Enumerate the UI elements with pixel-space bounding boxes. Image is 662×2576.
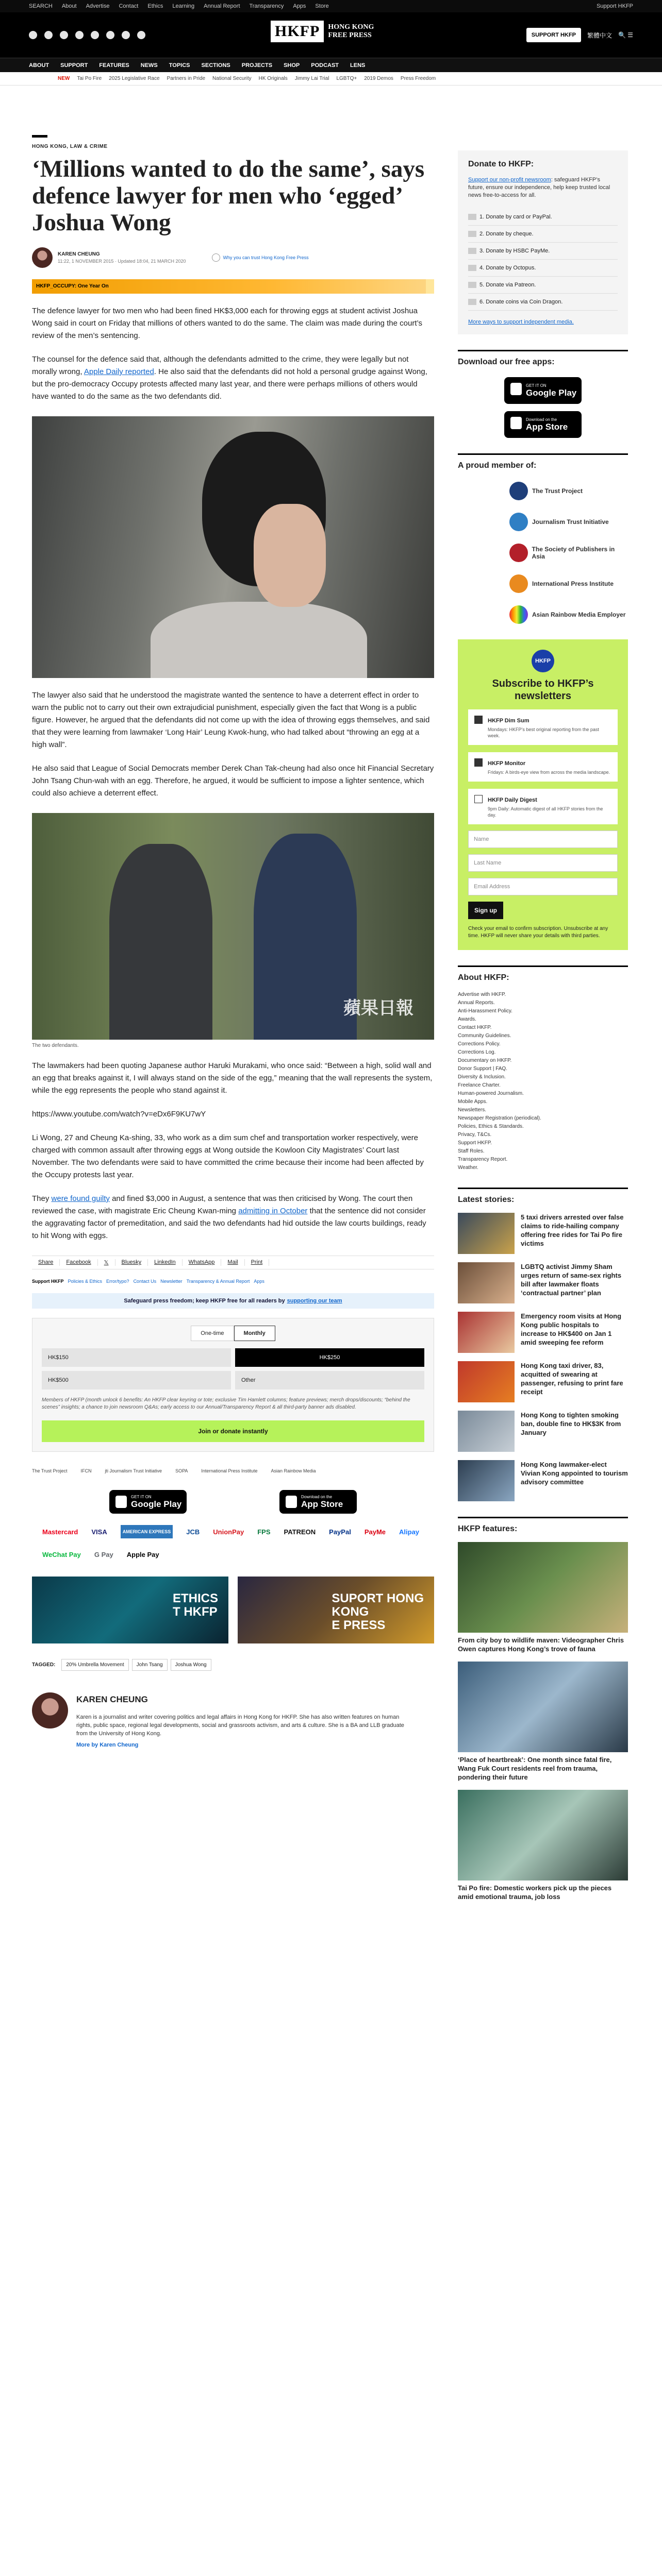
story-item[interactable] bbox=[458, 1361, 628, 1402]
google-play-icon bbox=[510, 383, 522, 395]
trending-item[interactable]: Tai Po Fire bbox=[77, 76, 102, 81]
about-link[interactable]: Newsletters. bbox=[458, 1107, 487, 1113]
feature-title: ‘Place of heartbreak’: One month since fatal fire, Wang Fuk Court residents reel from trauma, pondering their future bbox=[458, 1756, 612, 1781]
paragraph bbox=[32, 1193, 434, 1242]
rainbow-media-logo[interactable] bbox=[509, 605, 625, 624]
member-logo[interactable]: Asian Rainbow Media bbox=[271, 1468, 316, 1473]
author-box bbox=[32, 1692, 434, 1748]
share-bar bbox=[32, 1256, 434, 1269]
banner-end bbox=[426, 279, 434, 294]
nav-shop[interactable]: SHOP bbox=[284, 62, 300, 69]
support-hkfp-button[interactable]: SUPPORT HKFP bbox=[526, 28, 581, 42]
donate-method-label: 3. Donate by HSBC PayMe. bbox=[479, 248, 550, 254]
membership-logos bbox=[32, 1465, 434, 1477]
share-x[interactable]: 𝕏 bbox=[98, 1259, 115, 1266]
tab-one-time[interactable]: One-time bbox=[191, 1326, 234, 1341]
option-title: HKFP Dim Sum bbox=[488, 718, 529, 724]
member-name: The Society of Publishers in Asia bbox=[532, 546, 615, 560]
donate-method-label: 6. Donate coins via Coin Dragon. bbox=[479, 299, 563, 305]
policy-link[interactable]: Newsletter bbox=[160, 1279, 183, 1284]
option-desc: 9pm Daily: Automatic digest of all HKFP stories from the day. bbox=[488, 806, 603, 818]
ethics-promo[interactable] bbox=[32, 1577, 228, 1643]
trending-item[interactable]: Partners in Pride bbox=[167, 76, 206, 81]
about-link[interactable]: Support HKFP. bbox=[458, 1140, 492, 1146]
unionpay-logo: UnionPay bbox=[213, 1528, 244, 1536]
option-desc: Fridays: A birds-eye view from across the media landscape. bbox=[488, 770, 610, 775]
instagram-icon[interactable] bbox=[60, 31, 68, 39]
about-link[interactable]: Contact HKFP. bbox=[458, 1025, 492, 1030]
newsletter-heading: Subscribe to HKFP’s newsletters bbox=[492, 678, 594, 702]
trending-item[interactable]: LGBTQ+ bbox=[336, 76, 357, 81]
feature-title: Tai Po fire: Domestic workers pick up the pieces amid emotional trauma, job loss bbox=[458, 1884, 612, 1901]
apple-icon bbox=[286, 1496, 297, 1508]
amount-option[interactable]: HK$150 bbox=[42, 1348, 231, 1367]
topbar-learning[interactable]: Learning bbox=[172, 3, 195, 9]
paypal-logo: PayPal bbox=[329, 1528, 351, 1536]
paragraph bbox=[32, 353, 434, 403]
email-field[interactable]: Email Address bbox=[468, 878, 618, 895]
patreon-logo: PATREON bbox=[284, 1528, 316, 1536]
author-avatar[interactable] bbox=[32, 247, 53, 268]
about-link[interactable]: Freelance Charter. bbox=[458, 1082, 501, 1088]
series-banner[interactable] bbox=[32, 279, 434, 294]
story-thumbnail bbox=[458, 1411, 515, 1452]
card-icon bbox=[468, 214, 476, 220]
share-whatsapp[interactable]: WhatsApp bbox=[183, 1259, 222, 1266]
newsletter-option[interactable] bbox=[468, 752, 618, 782]
donate-method[interactable] bbox=[468, 294, 618, 311]
story-thumbnail bbox=[458, 1460, 515, 1501]
search-menu-icons[interactable]: 🔍 ☰ bbox=[618, 31, 633, 39]
about-link[interactable]: Anti-Harassment Policy. bbox=[458, 1008, 512, 1014]
tag[interactable]: Joshua Wong bbox=[171, 1659, 211, 1671]
donate-panel bbox=[458, 150, 628, 334]
site-logo[interactable] bbox=[271, 21, 374, 42]
support-link[interactable]: Support HKFP bbox=[32, 1279, 64, 1284]
payment-methods bbox=[32, 1525, 434, 1561]
sidebar-app-stores bbox=[458, 377, 628, 438]
author-box-avatar[interactable] bbox=[32, 1692, 68, 1728]
trust-text: Why you can trust Hong Kong Free Press bbox=[223, 255, 309, 260]
feature-title: From city boy to wildlife maven: Videographer Chris Owen captures Hong Kong’s trove of fauna bbox=[458, 1636, 624, 1653]
apps-heading: Download our free apps: bbox=[458, 350, 628, 367]
newsletter-box bbox=[458, 639, 628, 950]
logo-mark: HKFP bbox=[271, 21, 324, 42]
story-thumbnail bbox=[458, 1312, 515, 1353]
policy-link[interactable]: Policies & Ethics bbox=[68, 1279, 103, 1284]
share-bluesky[interactable]: Bluesky bbox=[115, 1259, 148, 1266]
story-item[interactable] bbox=[458, 1262, 628, 1303]
share-mail[interactable]: Mail bbox=[221, 1259, 244, 1266]
store-small: GET IT ON bbox=[526, 383, 547, 388]
donate-method-label: 4. Donate by Octopus. bbox=[479, 265, 536, 271]
wechat-pay-logo: WeChat Pay bbox=[42, 1550, 81, 1558]
feature-thumbnail bbox=[458, 1662, 628, 1752]
trust-project-logo[interactable] bbox=[509, 482, 583, 500]
nav-features[interactable]: FEATURES bbox=[99, 62, 129, 69]
donate-method[interactable] bbox=[468, 243, 618, 260]
story-thumbnail bbox=[458, 1361, 515, 1402]
share-label[interactable]: Share bbox=[32, 1259, 60, 1266]
trending-item[interactable]: 2019 Demos bbox=[364, 76, 393, 81]
sidebar-google-play-button[interactable] bbox=[504, 377, 582, 404]
trust-link[interactable] bbox=[212, 253, 309, 262]
site-header bbox=[0, 12, 662, 58]
updated-text: Updated 18:04, 21 MARCH 2020 bbox=[118, 259, 186, 264]
main-navigation bbox=[0, 58, 662, 72]
about-link[interactable]: Community Guidelines. bbox=[458, 1033, 511, 1039]
about-link[interactable]: Advertise with HKFP. bbox=[458, 992, 506, 997]
rainbow-icon bbox=[509, 605, 528, 624]
newsletter-option[interactable] bbox=[468, 709, 618, 745]
hkfp-badge-icon: HKFP bbox=[532, 650, 554, 672]
tags-label: TAGGED: bbox=[32, 1662, 56, 1668]
story-item[interactable] bbox=[458, 1411, 628, 1452]
policy-link[interactable]: Transparency & Annual Report bbox=[186, 1279, 250, 1284]
banner-text: HKFP_OCCUPY: One Year On bbox=[36, 283, 109, 289]
tab-monthly[interactable]: Monthly bbox=[234, 1326, 275, 1341]
story-thumbnail bbox=[458, 1213, 515, 1254]
about-link[interactable]: Awards. bbox=[458, 1016, 476, 1022]
join-donate-button[interactable]: Join or donate instantly bbox=[42, 1420, 424, 1442]
feature-thumbnail bbox=[458, 1790, 628, 1880]
feature-thumbnail bbox=[458, 1542, 628, 1633]
newsletter-option[interactable] bbox=[468, 789, 618, 824]
mastercard-logo: Mastercard bbox=[42, 1528, 78, 1536]
jti-icon bbox=[509, 513, 528, 531]
about-link[interactable]: Donor Support | FAQ. bbox=[458, 1066, 507, 1072]
patreon-icon bbox=[468, 282, 476, 288]
paragraph: The lawmakers had been quoting Japanese author Haruki Murakami, who once said: “Between a high, solid wall and an egg that breaks against it, I will always stand on the side of the egg,” meaning that the wall represents the system, while the egg represents the people who stand against it. bbox=[32, 1061, 433, 1095]
last-name-field[interactable]: Last Name bbox=[468, 854, 618, 872]
story-title: 5 taxi drivers arrested over false claims to ride-hailing company offering free rides for Tai Po fire victims bbox=[521, 1213, 624, 1247]
app-store-row bbox=[32, 1490, 434, 1514]
promo-title: ETHICS T HKFP bbox=[172, 1591, 218, 1619]
coin-icon bbox=[468, 299, 476, 305]
admitting-link[interactable]: admitting in October bbox=[238, 1207, 308, 1215]
member-list bbox=[458, 482, 628, 624]
jcb-logo: JCB bbox=[186, 1528, 200, 1536]
about-link[interactable]: Policies, Ethics & Standards. bbox=[458, 1124, 524, 1129]
apple-daily-link[interactable]: Apple Daily reported bbox=[84, 367, 154, 376]
story-title: Hong Kong lawmaker-elect Vivian Kong appointed to tourism advisory committee bbox=[521, 1461, 628, 1486]
payme-icon bbox=[468, 248, 476, 254]
ipi-logo[interactable] bbox=[509, 574, 614, 593]
google-play-icon bbox=[115, 1496, 127, 1508]
member-logo[interactable]: IFCN bbox=[80, 1468, 92, 1473]
apple-pay-logo: Apple Pay bbox=[126, 1550, 159, 1558]
rss-icon[interactable] bbox=[137, 31, 145, 39]
fps-logo: FPS bbox=[257, 1528, 271, 1536]
donate-method[interactable] bbox=[468, 209, 618, 226]
member-logo[interactable]: International Press Institute bbox=[201, 1468, 258, 1473]
donate-heading: Donate to HKFP: bbox=[468, 160, 534, 168]
donate-method-label: 1. Donate by card or PayPal. bbox=[479, 214, 552, 220]
member-name: The Trust Project bbox=[532, 487, 583, 495]
checkbox-checked[interactable] bbox=[474, 716, 483, 724]
trending-item[interactable]: HK Originals bbox=[258, 76, 288, 81]
nav-lens[interactable]: LENS bbox=[350, 62, 366, 69]
google-pay-logo: G Pay bbox=[94, 1550, 113, 1558]
donate-method-label: 2. Donate by cheque. bbox=[479, 231, 534, 237]
store-small: Download on the bbox=[526, 417, 557, 422]
checkbox-checked[interactable] bbox=[474, 758, 483, 767]
option-title: HKFP Daily Digest bbox=[488, 797, 537, 803]
sidebar bbox=[458, 150, 628, 1901]
member-logo[interactable]: SOPA bbox=[175, 1468, 188, 1473]
donate-method[interactable] bbox=[468, 226, 618, 243]
sidebar-app-store-button[interactable] bbox=[504, 411, 582, 438]
policy-links bbox=[32, 1279, 434, 1284]
amex-logo: AMERICAN EXPRESS bbox=[121, 1525, 173, 1538]
article-category[interactable]: HONG KONG, LAW & CRIME bbox=[32, 144, 108, 149]
safeguard-text: Safeguard press freedom; keep HKFP free for all readers by bbox=[124, 1298, 285, 1304]
byline bbox=[32, 247, 434, 268]
donation-widget bbox=[32, 1318, 434, 1452]
story-title: Hong Kong to tighten smoking ban, double fine to HK$3K from January bbox=[521, 1411, 621, 1436]
article bbox=[32, 135, 434, 1748]
feature-item[interactable] bbox=[458, 1542, 628, 1653]
youtube-url[interactable]: https://www.youtube.com/watch?v=eDx6F9KU7wY bbox=[32, 1110, 206, 1118]
topbar-about[interactable]: About bbox=[61, 3, 77, 9]
tag[interactable]: John Tsang bbox=[132, 1659, 168, 1671]
checkbox[interactable] bbox=[474, 795, 483, 803]
amount-option[interactable]: Other bbox=[235, 1371, 424, 1389]
trending-item[interactable]: National Security bbox=[212, 76, 252, 81]
paragraph: The lawyer also said that he understood the magistrate wanted the sentence to have a deterrent effect in order to warn the public not to carry out their own extrajudicial punishment, especially given the fact that Wong is a public figure. However, he argued that the defendants did not come up with the idea of throwing eggs themselves, and said that they were learning from lawmaker ‘Long Hair’ Leung Kwok-hung, who had talked about “throwing an egg at a high wall”. bbox=[32, 691, 430, 749]
sign-up-button[interactable]: Sign up bbox=[468, 902, 503, 919]
about-link[interactable]: Weather. bbox=[458, 1165, 478, 1171]
about-link[interactable]: Corrections Policy. bbox=[458, 1041, 501, 1047]
youtube-icon[interactable] bbox=[91, 31, 99, 39]
store-small: GET IT ON bbox=[131, 1494, 152, 1499]
about-link[interactable]: Documentary on HKFP. bbox=[458, 1058, 512, 1063]
topbar-contact[interactable]: Contact bbox=[119, 3, 139, 9]
about-link[interactable]: Transparency Report. bbox=[458, 1157, 508, 1162]
top-utility-bar bbox=[0, 0, 662, 12]
topbar-transparency[interactable]: Transparency bbox=[249, 3, 284, 9]
tag-list bbox=[32, 1659, 434, 1671]
amount-option-selected[interactable]: HK$250 bbox=[235, 1348, 424, 1367]
story-item[interactable] bbox=[458, 1312, 628, 1353]
trending-bar bbox=[0, 72, 662, 86]
article-title: ‘Millions wanted to do the same’, says defence lawyer for men who ‘egged’ Joshua Wong bbox=[32, 156, 425, 236]
defendants-photo bbox=[32, 813, 434, 1040]
paragraph-text: and fined $3,000 in August, a sentence that was then criticised by Wong. The court then reviewed the case, with magistrate Eric Cheung Kwan-ming bbox=[32, 1194, 413, 1215]
store-name: Google Play bbox=[131, 1499, 182, 1509]
paragraph-text: . He also said that the defendants did not hold a personal grudge against Wong, but the pro-democracy Occupy protests affected many last year, and there were perhaps millions of others would have wanted to do the same as the two defendants did. bbox=[32, 367, 427, 401]
paragraph: He also said that League of Social Democrats member Derek Chan Tak-cheung had also once hit Financial Secretary John Tsang Chun-wah with an egg. Therefore, he argued, it would be sufficient to impose a lighter sentence, which could also achieve a deterrent effect. bbox=[32, 764, 434, 798]
visa-logo: VISA bbox=[91, 1528, 107, 1536]
feature-item[interactable] bbox=[458, 1790, 628, 1901]
share-linkedin[interactable]: LinkedIn bbox=[148, 1259, 183, 1266]
story-thumbnail bbox=[458, 1262, 515, 1303]
date-text: 11:22, 1 NOVEMBER 2015 bbox=[58, 259, 114, 264]
donate-method[interactable] bbox=[468, 277, 618, 294]
title-rule bbox=[32, 135, 47, 138]
share-print[interactable]: Print bbox=[245, 1259, 270, 1266]
latest-stories bbox=[458, 1213, 628, 1501]
topbar-search[interactable]: SEARCH bbox=[29, 3, 53, 9]
trending-item[interactable]: Jimmy Lai Trial bbox=[294, 76, 329, 81]
member-name: Journalism Trust Initiative bbox=[532, 518, 609, 526]
safeguard-strip bbox=[32, 1293, 434, 1309]
option-title: HKFP Monitor bbox=[488, 760, 526, 767]
promo-title: SUPORT HONG KONG E PRESS bbox=[332, 1591, 424, 1632]
topbar-ethics[interactable]: Ethics bbox=[147, 3, 163, 9]
member-logo[interactable]: jti Journalism Trust Initiative bbox=[105, 1468, 162, 1473]
features-heading: HKFP features: bbox=[458, 1517, 628, 1534]
topbar-advertise[interactable]: Advertise bbox=[86, 3, 110, 9]
facebook-icon[interactable] bbox=[29, 31, 37, 39]
donate-intro bbox=[468, 176, 618, 199]
about-link[interactable]: Annual Reports. bbox=[458, 1000, 495, 1006]
found-guilty-link[interactable]: were found guilty bbox=[51, 1194, 110, 1203]
paragraph: Li Wong, 27 and Cheung Ka-shing, 33, who work as a dim sum chef and transportation worker respectively, were charged with common assault after throwing eggs at Wong outside the Kowloon City Magistrates’ Court last November. The two defendants were said to have committed the crime because their income had been affected by the Occupy protests last year. bbox=[32, 1133, 424, 1179]
nav-sections[interactable]: SECTIONS bbox=[201, 62, 230, 69]
option-desc: Mondays: HKFP’s best original reporting from the past week. bbox=[488, 727, 599, 738]
donate-method-label: 5. Donate via Patreon. bbox=[479, 282, 536, 288]
trust-project-icon bbox=[509, 482, 528, 500]
topbar-apps[interactable]: Apps bbox=[293, 3, 306, 9]
nav-about[interactable]: ABOUT bbox=[29, 62, 49, 69]
author-box-name[interactable]: KAREN CHEUNG bbox=[76, 1694, 148, 1704]
paragraph-text: They bbox=[32, 1194, 52, 1203]
story-title: LGBTQ activist Jimmy Sham urges return of same-sex rights bill after lawmaker floats ‘contractual partner’ plan bbox=[521, 1263, 622, 1297]
nav-podcast[interactable]: PODCAST bbox=[311, 62, 339, 69]
donate-methods bbox=[468, 209, 618, 311]
author-bio: Karen is a journalist and writer covering politics and legal affairs in Hong Kong for HKFP. She has also written features on human rights, public space, regional legal developments, social and grassroots activism, and arts & culture. She is a BA and LLB graduate from the University of Hong Kong. bbox=[76, 1714, 404, 1737]
story-title: Hong Kong taxi driver, 83, acquitted of swearing at passenger, refusing to print fare receipt bbox=[521, 1362, 623, 1396]
paragraph-text: The counsel for the defence said that, although the defendants admitted to the crime, they were legally but not morally wrong, bbox=[32, 355, 409, 376]
jti-logo[interactable] bbox=[509, 513, 609, 531]
x-icon[interactable] bbox=[44, 31, 53, 39]
share-facebook[interactable]: Facebook bbox=[60, 1259, 97, 1266]
photo-watermark: 蘋果日報 bbox=[343, 998, 413, 1018]
author-name[interactable]: KAREN CHEUNG bbox=[58, 251, 100, 257]
story-title: Emergency room visits at Hong Kong public hospitals to increase to HK$400 on Jan 1 amid sweeping fee reform bbox=[521, 1312, 622, 1346]
about-link[interactable]: Diversity & Inclusion. bbox=[458, 1074, 506, 1080]
nav-news[interactable]: NEWS bbox=[140, 62, 158, 69]
ipi-icon bbox=[509, 574, 528, 593]
member-name: Asian Rainbow Media Employer bbox=[532, 611, 626, 618]
about-link[interactable]: Human-powered Journalism. bbox=[458, 1091, 524, 1096]
donate-intro-text: : safeguard HKFP’s future, ensure our independence, help keep trusted local news free-to-access for all. bbox=[468, 177, 610, 198]
about-link[interactable]: Mobile Apps. bbox=[458, 1099, 488, 1105]
donate-method[interactable] bbox=[468, 260, 618, 277]
sopa-icon bbox=[509, 544, 528, 562]
logo-line-2: FREE PRESS bbox=[328, 31, 372, 39]
paragraph: The defence lawyer for two men who had been fined HK$3,000 each for throwing eggs at student activist Joshua Wong said in court on Friday that millions of others wanted to do the same. The claim was made during the court’s review of the men’s sentencing. bbox=[32, 307, 423, 340]
threads-icon[interactable] bbox=[75, 31, 84, 39]
nav-topics[interactable]: TOPICS bbox=[169, 62, 190, 69]
store-small: Download on the bbox=[301, 1494, 333, 1499]
language-switch[interactable]: 繁體中文 bbox=[587, 31, 612, 39]
logo-text bbox=[328, 23, 374, 40]
member-name: International Press Institute bbox=[532, 580, 614, 587]
about-link[interactable]: Staff Roles. bbox=[458, 1148, 485, 1154]
logo-line-1: HONG KONG bbox=[328, 23, 374, 31]
sopa-logo[interactable] bbox=[509, 544, 628, 562]
store-name: App Store bbox=[526, 421, 568, 432]
cheque-icon bbox=[468, 231, 476, 237]
nav-support[interactable]: SUPPORT bbox=[60, 62, 88, 69]
amount-option[interactable]: HK$500 bbox=[42, 1371, 231, 1389]
policy-link[interactable]: Error/typo? bbox=[106, 1279, 129, 1284]
about-link[interactable]: Privacy, T&Cs. bbox=[458, 1132, 492, 1138]
latest-heading: Latest stories: bbox=[458, 1188, 628, 1205]
policy-link[interactable]: Contact Us bbox=[133, 1279, 157, 1284]
topbar-support[interactable]: Support HKFP bbox=[597, 3, 633, 9]
joshua-wong-photo bbox=[32, 416, 434, 678]
about-heading: About HKFP: bbox=[458, 965, 628, 982]
feature-item[interactable] bbox=[458, 1662, 628, 1782]
story-item[interactable] bbox=[458, 1213, 628, 1254]
google-play-button[interactable] bbox=[109, 1490, 187, 1514]
octopus-icon bbox=[468, 265, 476, 271]
newsletter-footnote: Check your email to confirm subscription. Unsubscribe at any time. HKFP will never share your details with third parties. bbox=[468, 926, 608, 939]
payme-logo: PayMe bbox=[364, 1528, 386, 1536]
about-list bbox=[458, 991, 628, 1172]
more-by-author-link[interactable]: More by Karen Cheung bbox=[76, 1742, 139, 1748]
bluesky-icon[interactable] bbox=[122, 31, 130, 39]
topbar-annual-report[interactable]: Annual Report bbox=[204, 3, 240, 9]
app-store-button[interactable] bbox=[279, 1490, 357, 1514]
publish-date: 11:22, 1 NOVEMBER 2015 · Updated 18:04, 21 MARCH 2020 bbox=[58, 259, 186, 264]
trending-item[interactable]: Press Freedom bbox=[400, 76, 436, 81]
about-link[interactable]: Newspaper Registration (periodical). bbox=[458, 1115, 541, 1121]
promo-banners bbox=[32, 1577, 434, 1643]
support-promo[interactable] bbox=[238, 1577, 434, 1643]
apple-icon bbox=[510, 417, 522, 429]
social-links bbox=[29, 31, 145, 39]
more-ways-link[interactable]: More ways to support independent media. bbox=[468, 319, 574, 325]
tag[interactable]: 20% Umbrella Movement bbox=[61, 1659, 128, 1671]
story-item[interactable] bbox=[458, 1460, 628, 1501]
about-link[interactable]: Corrections Log. bbox=[458, 1049, 496, 1055]
policy-link[interactable]: Apps bbox=[254, 1279, 264, 1284]
member-heading: A proud member of: bbox=[458, 453, 628, 470]
membership-note: Members of HKFP (month unlock 6 benefits: An HKFP clear keyring or tote; exclusive Tim Hamlett columns; feature previews; merch drops/discounts; “behind the scenes” insights; a chance to join newsroom Q&As; early access to our Annual/Transparency Report & all third-party banner ads disabled. bbox=[42, 1397, 410, 1410]
trust-icon bbox=[212, 253, 220, 262]
donate-intro-link[interactable]: Support our non-profit newsroom bbox=[468, 177, 551, 183]
new-label: NEW bbox=[58, 76, 70, 81]
nav-projects[interactable]: PROJECTS bbox=[241, 62, 273, 69]
topbar-store[interactable]: Store bbox=[315, 3, 329, 9]
member-logo[interactable]: The Trust Project bbox=[32, 1468, 68, 1473]
paragraph-text: that the sentence did not consider the aggravating factor of premeditation, and said the two defendants had hid outside the law courts buildings, ready to hit Wong with eggs. bbox=[32, 1207, 426, 1240]
trending-item[interactable]: 2025 Legislative Race bbox=[109, 76, 160, 81]
name-field[interactable]: Name bbox=[468, 831, 618, 848]
store-name: App Store bbox=[301, 1499, 343, 1509]
store-name: Google Play bbox=[526, 387, 577, 398]
linkedin-icon[interactable] bbox=[106, 31, 114, 39]
supporting-team-link[interactable]: supporting our team bbox=[287, 1298, 342, 1304]
photo-caption: The two defendants. bbox=[32, 1043, 79, 1048]
alipay-logo: Alipay bbox=[399, 1528, 420, 1536]
